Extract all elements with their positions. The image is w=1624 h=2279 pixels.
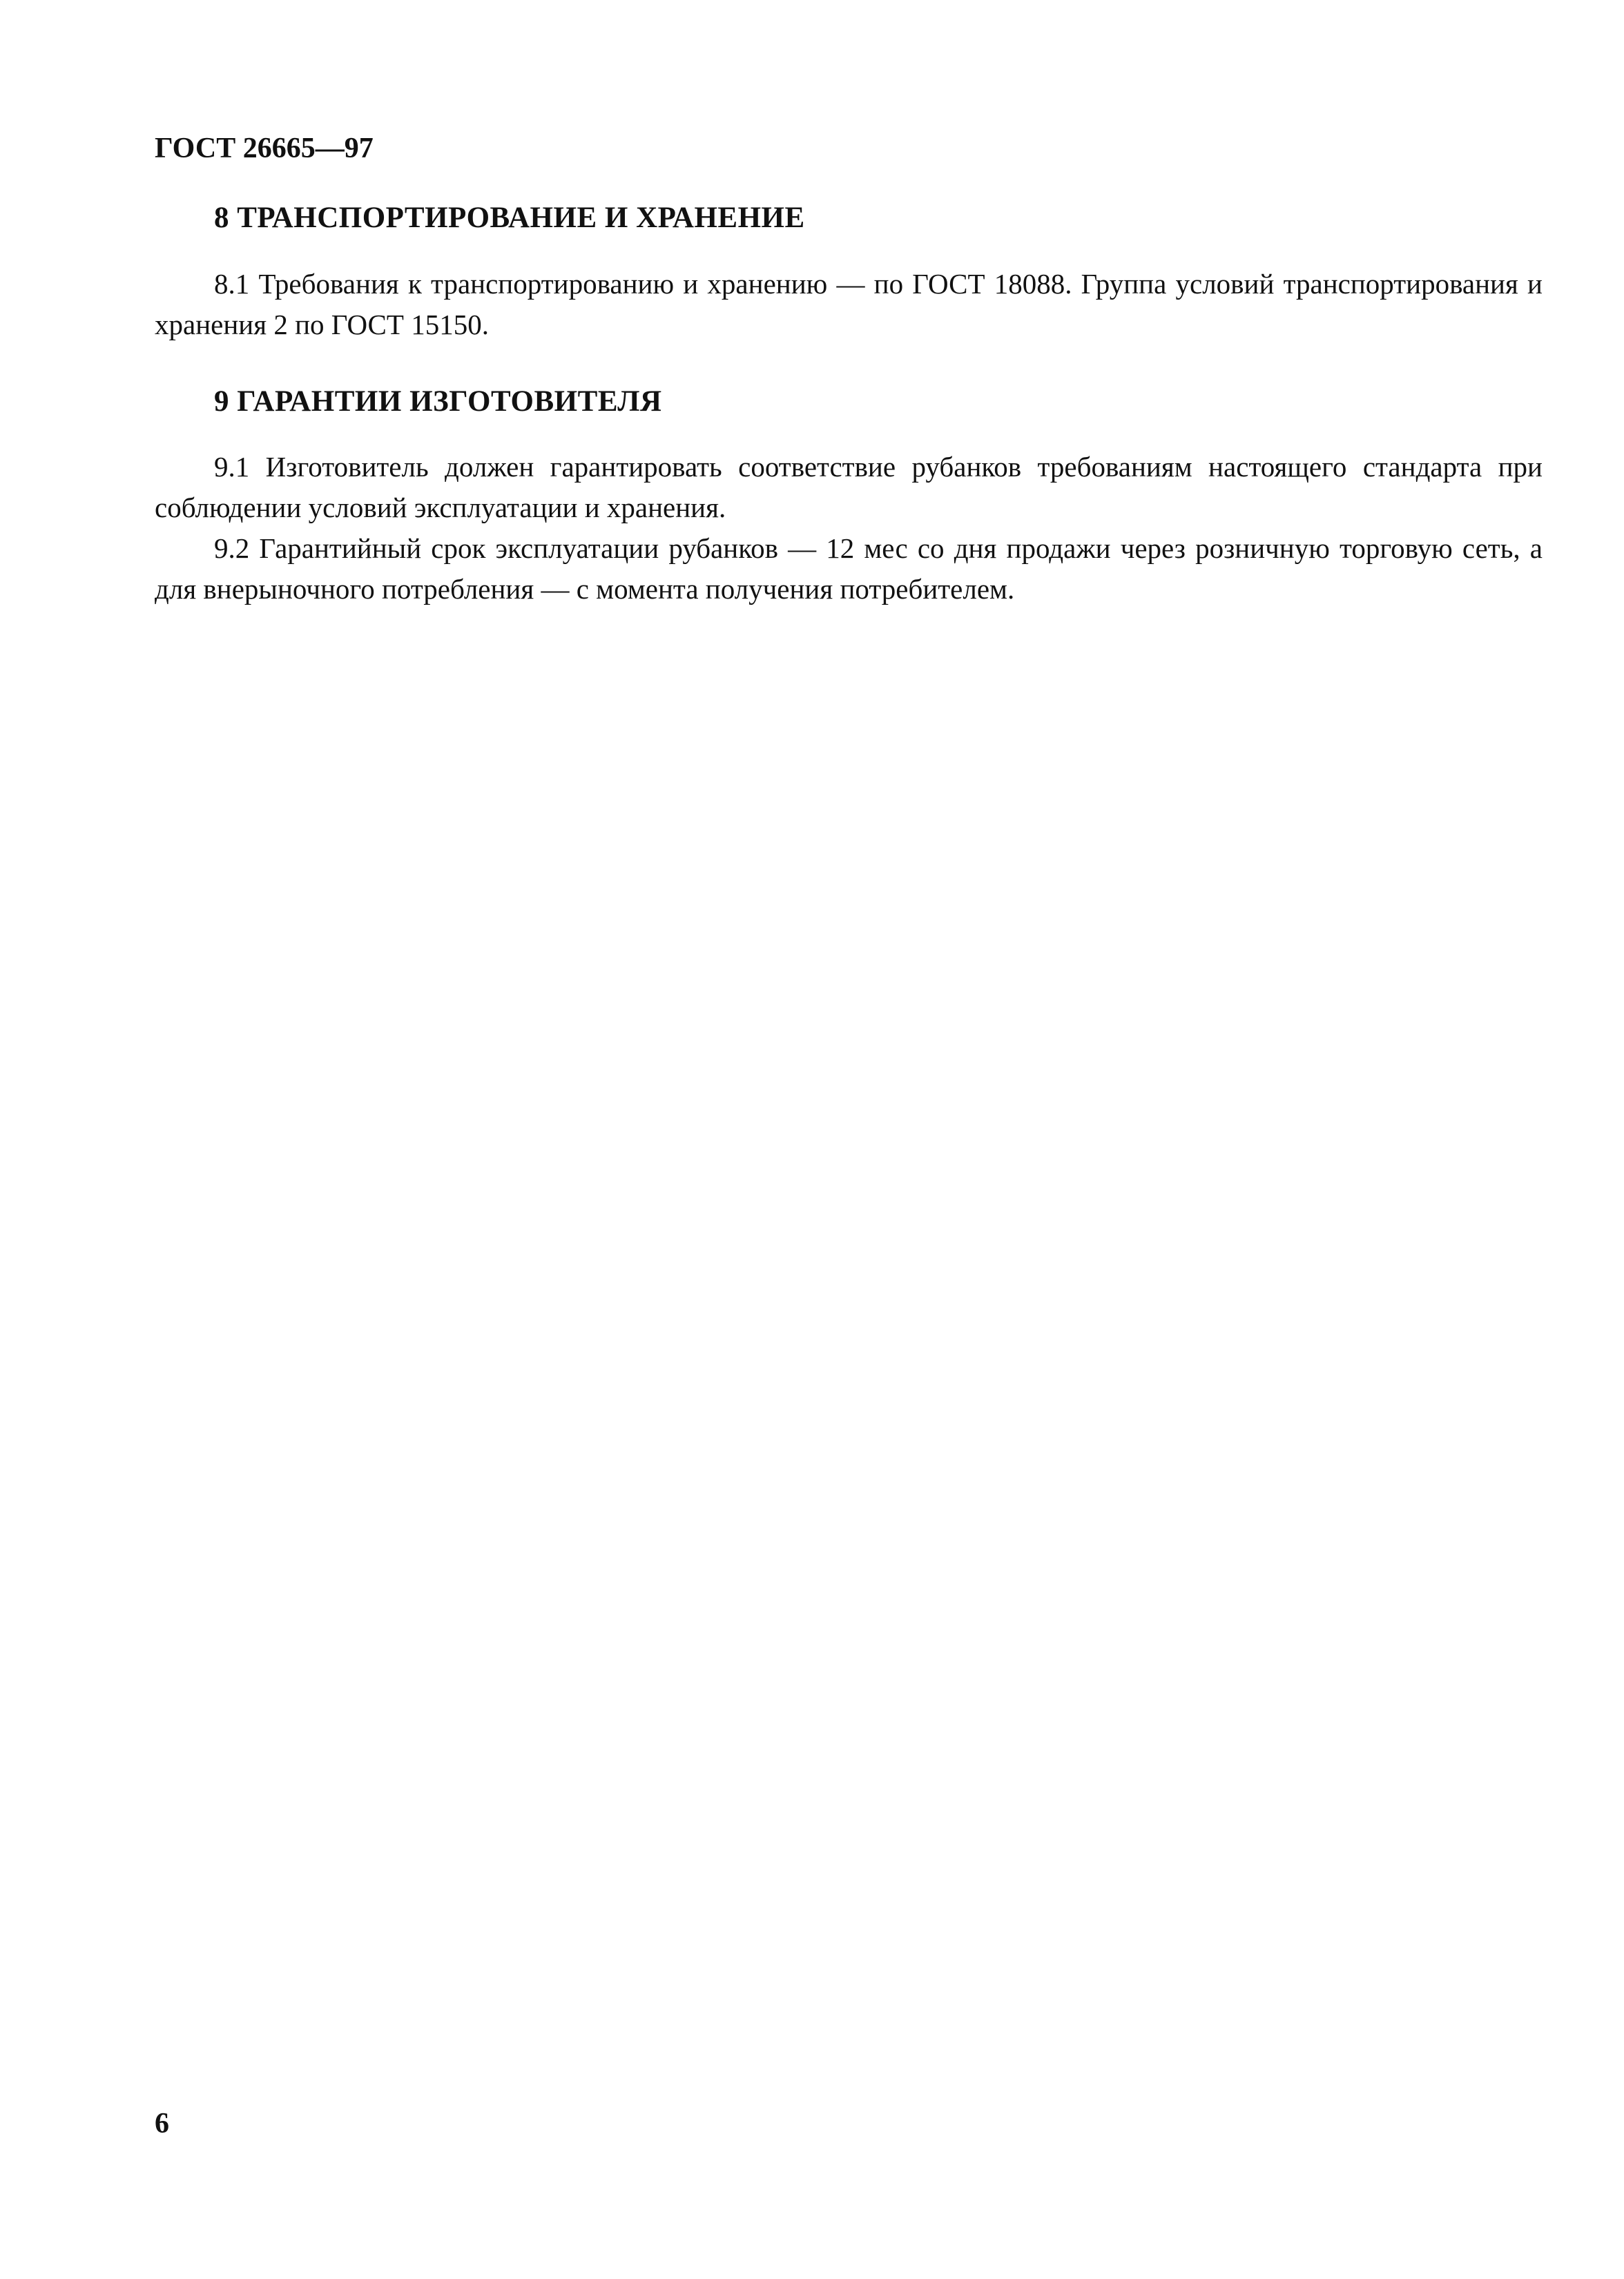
section-heading: 8 ТРАНСПОРТИРОВАНИЕ И ХРАНЕНИЕ: [214, 202, 805, 234]
paragraph-9-1: 9.1 Изготовитель должен гарантировать соответствие рубанков требованиям настоящего стандарта при соблюдении условий эксплуатации и хранения.: [155, 451, 1543, 524]
page-number: 6: [155, 2108, 169, 2140]
document-body: [155, 200, 1543, 648]
paragraph-8-1: 8.1 Требования к транспортированию и хранению — по ГОСТ 18088. Группа условий транспортирования и хранения 2 по ГОСТ 15150.: [155, 267, 1543, 340]
section-transportation-storage: [155, 200, 1543, 345]
section-manufacturer-warranty: [155, 384, 1543, 610]
section-heading: 9 ГАРАНТИИ ИЗГОТОВИТЕЛЯ: [214, 385, 662, 418]
document-code: ГОСТ 26665—97: [155, 133, 374, 164]
paragraph-9-2: 9.2 Гарантийный срок эксплуатации рубанков — 12 мес со дня продажи через розничную торговую сеть, а для внерыночного потребления — с момента получения потребителем.: [155, 532, 1543, 605]
